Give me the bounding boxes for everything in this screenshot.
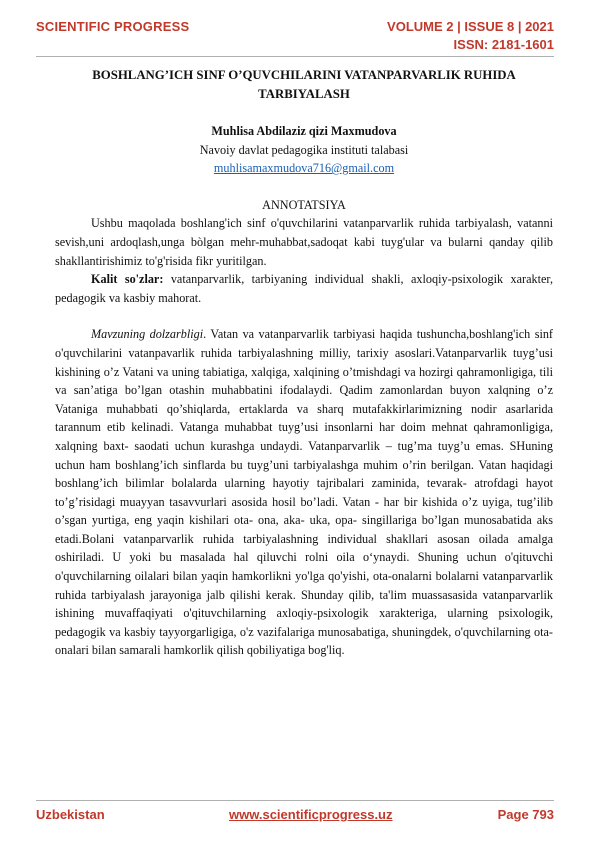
header-divider (36, 56, 554, 57)
author-affiliation: Navoiy davlat pedagogika instituti talabasi (199, 142, 409, 157)
author-email (55, 159, 553, 178)
relevance-label: Mavzuning dolzarbligi (91, 327, 204, 342)
footer-divider (36, 800, 554, 801)
annotation-paragraph: Ushbu maqolada boshlang'ich sinf o'quvchilarini vatanparvarlik ruhida tarbiyalash, vatanni sevish,uni ardoqlash,unga bòlgan mehr-muhabbat,sadoqat kabi tuyg'ular va bularni qanday qilib shakllantirishimiz to'g'risida fikr yuritilgan. (55, 216, 553, 268)
volume-issue: VOLUME 2 | ISSUE 8 | 2021 (387, 19, 554, 34)
keywords-label: Kalit so'zlar: (91, 272, 164, 287)
paragraph-spacer (55, 307, 553, 325)
footer-website-link[interactable]: www.scientificprogress.uz (229, 807, 393, 822)
keywords-paragraph (55, 270, 553, 307)
relevance-text: . Vatan va vatanparvarlik tarbiyasi haqida tushuncha,boshlang'ich sinf o'quvchilarini vatanpavarlik ruhida tarbiyalashning milliy, tarixiy asoslari.Vatanparvarlik tuyg’usi kishining o’z Vatani va uning tabiatiga, xalqiga, xalqining o’tmishdagi va hozirgi qahramonligiga, tili va san’atiga bo’lgan otashin muhabbatini ifodalaydi. Qadim zamonlardan buyon xalqning o’z Vataniga muhabbati qo’shiqlarda, ertaklarda va sharq mutafakkirlarimizning nodir asarlarida tarannum etib kelinadi. Vatanga muhabbat tuyg’usi insonlarni har doim mehnat qahramonligiga, xalqning baxt- saodati uchun kurashga undaydi. Vatanparvarlik – tug’ma tuyg’u emas. SHuning uchun ham boshlang’ich sinflarda bu tuyg’uni tarbiyalashga muhim o’rin berilgan. Vatan haqidagi boshlang’ich bilimlar bolalarda ularning hayotiy tajribalari zaminida, tevarak- atrofdagi hayot to’g’risidagi muayyan tasavvurlari asosida hosil bo’ladi. Vatan - har bir kishida o’z uyiga, tug’ilib o’sgan yurtiga, eng yaqin kishilari ota- ona, aka- uka, opa- singillariga bo’lgan munosabatida aks etadi.Bolani vatanparvarlik ruhida tarbiyalashning individual shakllari asosan oilada amalga oshiriladi. U yoki bu masalada hal qiluvchi rolni oila o‘ynaydi. Shuning uchun o'qituvchi o'quvchilarning oilalari bilan yaqin hamkorlikni yo'lga qo'yishi, ota-onalarni bolalarni vatanparvarlik ruhida tarbiyalash jarayoniga jalb qilishi kerak. Shunday qilib, ta'lim muassasasida vatanparvarlik ishining muvaffaqiyati o'qituvchilarning axloqiy-psixologik xarakteriga, ularning psixologik, pedagogik va kasbiy tayyorgarligiga, o'z vazifalariga munosabatiga, shuningdek, o'quvchilarning ota-onalari bilan samarali hamkorlik qilish qobiliyatiga bog'liq. (55, 327, 553, 658)
page-number: Page 793 (497, 807, 554, 822)
annotation-heading: ANNOTATSIYA (262, 197, 346, 212)
relevance-paragraph (55, 325, 553, 660)
author-name: Muhlisa Abdilaziz qizi Maxmudova (211, 124, 397, 138)
journal-name: SCIENTIFIC PROGRESS (36, 19, 190, 34)
footer-country: Uzbekistan (36, 807, 105, 822)
article-title: BOSHLANG’ICH SINF O’QUVCHILARINI VATANPARVARLIK RUHIDA TARBIYALASH (92, 68, 516, 101)
email-link[interactable]: muhlisamaxmudova716@gmail.com (213, 161, 395, 176)
issn: ISSN: 2181-1601 (453, 37, 554, 52)
keywords-text: vatanparvarlik, tarbiyaning individual shakli, axloqiy-psixologik xarakter, pedagogik va kasbiy mahorat. (55, 272, 553, 305)
article-body (55, 66, 553, 660)
